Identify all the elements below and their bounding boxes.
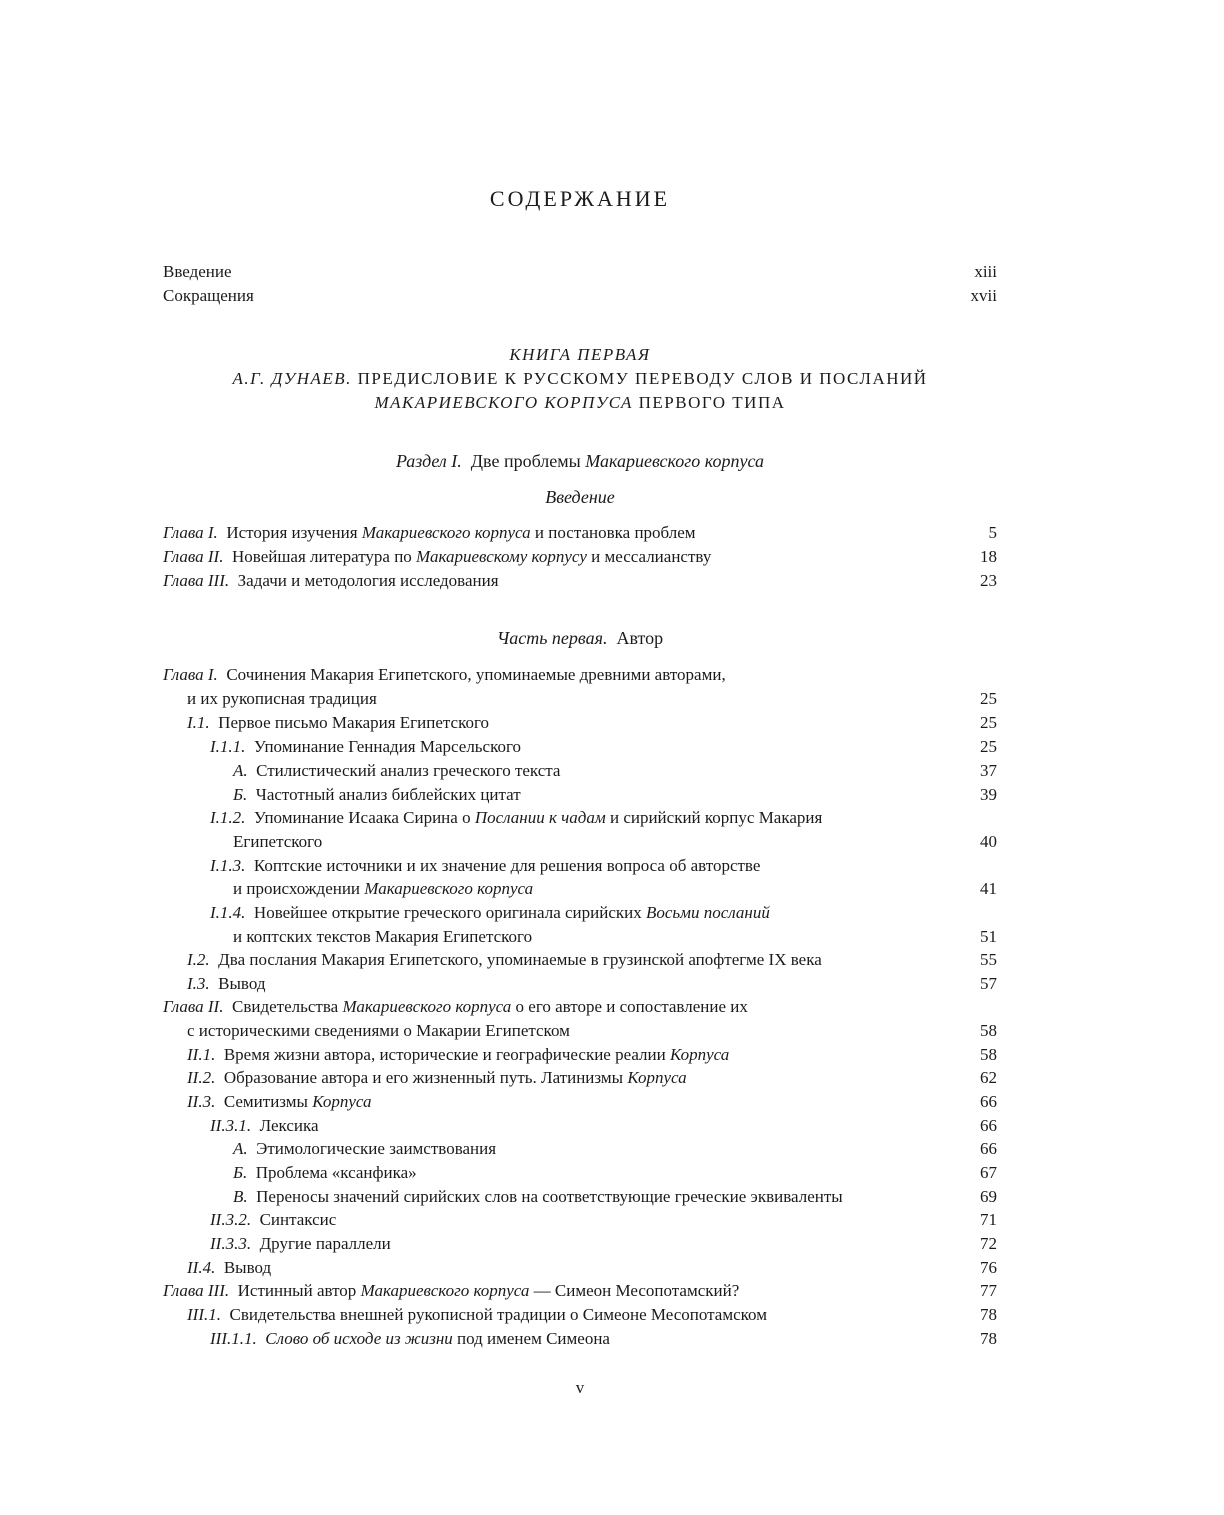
toc-page-number: 69 <box>980 1187 997 1206</box>
toc-entry-text: Задачи и методология исследования <box>229 571 499 590</box>
toc-entry-text: Время жизни автора, исторические и географические реалии <box>215 1045 670 1064</box>
book-heading <box>0 343 1160 367</box>
toc-entry[interactable] <box>163 1114 997 1138</box>
toc-entry-text: Новейшая литература по <box>223 547 417 566</box>
toc-entry-text: Сочинения Макария Египетского, упоминаемые древними авторами, <box>217 665 726 684</box>
section-title: Две проблемы <box>461 451 586 471</box>
toc-entry-label <box>187 1066 687 1090</box>
toc-entry-italic: Послании к чадам <box>474 808 606 827</box>
toc-entry-label <box>210 1114 319 1138</box>
toc-entry-italic: Корпуса <box>627 1068 687 1087</box>
toc-entry-text: Вывод <box>215 1258 272 1277</box>
toc-entry-italic: Глава II. <box>163 547 224 566</box>
toc-entry-text: Образование автора и его жизненный путь. Латинизмы <box>215 1068 628 1087</box>
toc-entry-italic: I.1.4. <box>210 903 246 922</box>
toc-entry-label <box>210 735 521 759</box>
toc-entry[interactable] <box>163 1043 997 1067</box>
toc-entry[interactable] <box>163 830 997 854</box>
toc-entry-label <box>163 995 748 1019</box>
toc-entry-italic: В. <box>233 1187 248 1206</box>
toc-entry-label <box>233 925 532 949</box>
toc-entry-label <box>210 1232 391 1256</box>
toc-entry-text: Другие параллели <box>251 1234 391 1253</box>
toc-entry-text: — Симеон Месопотамский? <box>529 1281 740 1300</box>
toc-entry-label: Введение <box>163 262 232 281</box>
book-title-line-2 <box>0 391 1160 415</box>
toc-entry-label <box>233 1185 843 1209</box>
section-title-italic: Макариевского корпуса <box>585 451 765 471</box>
toc-entry-italic: II.3. <box>187 1092 216 1111</box>
toc-page-number: xiii <box>974 262 997 281</box>
toc-entry-italic: Корпуса <box>669 1045 730 1064</box>
toc-entry-italic: II.2. <box>187 1068 216 1087</box>
toc-entry-italic: Глава I. <box>163 665 218 684</box>
toc-entry[interactable] <box>163 1161 997 1185</box>
toc-entry-label <box>163 569 499 593</box>
toc-entry[interactable] <box>163 948 997 972</box>
toc-entry-italic: Глава II. <box>163 997 224 1016</box>
toc-page-number: 78 <box>980 1305 997 1324</box>
toc-entry[interactable] <box>163 1256 997 1280</box>
toc-entry-italic: II.3.1. <box>210 1116 252 1135</box>
toc-entry-italic: Слово об исходе из жизни <box>265 1329 453 1348</box>
toc-entry-label: Сокращения <box>163 286 254 305</box>
book-title-line-1 <box>0 367 1160 391</box>
section-label: Раздел I. <box>395 451 462 471</box>
toc-entry-italic: I.1.1. <box>210 737 246 756</box>
toc-entry-italic: Макариевского корпуса <box>342 997 512 1016</box>
toc-entry[interactable] <box>163 854 997 878</box>
toc-entry-text: с историческими сведениями о Макарии Египетском <box>187 1021 570 1040</box>
toc-page-number: 40 <box>980 832 997 851</box>
toc-entry[interactable] <box>163 521 997 545</box>
toc-entry-text: о его авторе и сопоставление их <box>511 997 748 1016</box>
toc-entry-italic: I.1. <box>187 713 210 732</box>
toc-entry-label <box>233 1161 417 1185</box>
book-author: А.Г. ДУНАЕВ. <box>232 369 352 388</box>
toc-entry-italic: III.1.1. <box>210 1329 257 1348</box>
toc-entry-italic: I.1.2. <box>210 808 246 827</box>
toc-entry[interactable] <box>163 877 997 901</box>
part-heading <box>0 626 1160 650</box>
toc-entry-italic: Б. <box>233 785 248 804</box>
toc-entry[interactable] <box>163 995 997 1019</box>
toc-entry-label <box>187 687 377 711</box>
toc-entry[interactable] <box>163 1019 997 1043</box>
toc-entry-text: Синтаксис <box>251 1210 337 1229</box>
toc-entry[interactable] <box>163 1066 997 1090</box>
toc-entry-label <box>187 1043 729 1067</box>
toc-entry-label <box>163 521 696 545</box>
toc-entry[interactable] <box>163 735 997 759</box>
toc-page-number: 23 <box>980 571 997 590</box>
toc-entry-text: Истинный автор <box>229 1281 361 1300</box>
toc-entry-italic: Макариевского корпуса <box>360 1281 530 1300</box>
toc-page-number: 5 <box>988 523 997 542</box>
toc-entry-label <box>187 711 489 735</box>
toc-page-number: 67 <box>980 1163 997 1182</box>
toc-page-number: 66 <box>980 1139 997 1158</box>
toc-entry[interactable] <box>163 1303 997 1327</box>
toc-entry-text <box>257 1329 266 1348</box>
toc-entry-label <box>233 830 322 854</box>
toc-entry-italic: Восьми посланий <box>646 903 770 922</box>
toc-entry-italic: Корпуса <box>312 1092 372 1111</box>
toc-page-number: 76 <box>980 1258 997 1277</box>
toc-entry-label <box>233 1137 496 1161</box>
toc-page-number: 37 <box>980 761 997 780</box>
toc-entry-text: и их рукописная традиция <box>187 689 377 708</box>
toc-entry[interactable] <box>163 663 997 687</box>
toc-entry[interactable] <box>163 1090 997 1114</box>
toc-entry-italic: Глава I. <box>163 523 218 542</box>
toc-entry[interactable] <box>163 1137 997 1161</box>
toc-entry-italic: Макариевскому корпусу <box>416 547 587 566</box>
toc-page-number: 55 <box>980 950 997 969</box>
toc-entry-text: Вывод <box>209 974 266 993</box>
toc-page-number: 39 <box>980 785 997 804</box>
toc-entry-text: и происхождении <box>233 879 365 898</box>
toc-entry-label <box>187 1303 767 1327</box>
toc-entry-introduction[interactable] <box>163 260 997 284</box>
toc-entry[interactable] <box>163 1327 997 1351</box>
page-folio: v <box>575 1378 585 1397</box>
toc-page-number: 77 <box>980 1281 997 1300</box>
section-intro-heading: Введение <box>545 487 615 507</box>
toc-entry-italic: II.3.3. <box>210 1234 252 1253</box>
toc-entry-text: Свидетельства внешней рукописной традиции о Симеоне Месопотамском <box>220 1305 767 1324</box>
toc-entry-text: под именем Симеона <box>452 1329 610 1348</box>
toc-entry-italic: II.1. <box>187 1045 216 1064</box>
page-title: СОДЕРЖАНИЕ <box>489 186 671 211</box>
toc-page-number: 57 <box>980 974 997 993</box>
toc-page-number: 25 <box>980 737 997 756</box>
part-label: Часть первая. <box>496 628 608 648</box>
toc-entry-italic: II.4. <box>187 1258 216 1277</box>
part-title: Автор <box>607 628 664 648</box>
toc-entry-label <box>233 877 533 901</box>
toc-entry-text: Новейшее открытие греческого оригинала сирийских <box>245 903 646 922</box>
toc-entry-label <box>163 1279 739 1303</box>
toc-entry-italic: А. <box>233 761 248 780</box>
toc-entry[interactable] <box>163 1208 997 1232</box>
toc-entry[interactable] <box>163 972 997 996</box>
toc-entry-text: и коптских текстов Макария Египетского <box>233 927 533 946</box>
toc-page-number: 18 <box>980 547 997 566</box>
toc-page-number: 58 <box>980 1021 997 1040</box>
toc-page-number: 78 <box>980 1329 997 1348</box>
toc-page-number: 58 <box>980 1045 997 1064</box>
toc-entry-italic: А. <box>233 1139 248 1158</box>
toc-entry-italic: Макариевского корпуса <box>361 523 531 542</box>
toc-entry-text: Упоминание Геннадия Марсельского <box>245 737 522 756</box>
toc-entry-italic: I.1.3. <box>210 856 246 875</box>
toc-entry-text: Частотный анализ библейских цитат <box>247 785 521 804</box>
toc-entry-text: Упоминание Исаака Сирина о <box>245 808 475 827</box>
toc-entry-text: и мессалианству <box>586 547 712 566</box>
toc-entry-label <box>187 1019 570 1043</box>
toc-entry[interactable] <box>163 806 997 830</box>
toc-entry-italic: III.1. <box>187 1305 221 1324</box>
toc-entry-label <box>187 948 822 972</box>
toc-entry[interactable] <box>163 1232 997 1256</box>
toc-page-number: 71 <box>980 1210 997 1229</box>
toc-entry-text: Свидетельства <box>223 997 343 1016</box>
toc-entry-label <box>210 806 822 830</box>
toc-entry-italic: II.3.2. <box>210 1210 252 1229</box>
toc-entry-text: Египетского <box>233 832 323 851</box>
toc-page-number: 66 <box>980 1092 997 1111</box>
toc-entry-italic: I.2. <box>187 950 210 969</box>
toc-page-number: 62 <box>980 1068 997 1087</box>
book-title-italic: МАКАРИЕВСКОГО КОРПУСА <box>374 393 633 412</box>
book-title-text: ПЕРВОГО ТИПА <box>632 393 786 412</box>
toc-entry[interactable] <box>163 901 997 925</box>
toc-entry-abbreviations[interactable] <box>163 284 997 308</box>
toc-entry-label <box>163 663 726 687</box>
toc-entry-italic: Глава III. <box>163 571 230 590</box>
toc-entry[interactable] <box>163 545 997 569</box>
toc-entry-text: Коптские источники и их значение для решения вопроса об авторстве <box>245 856 761 875</box>
toc-entry-label <box>187 972 266 996</box>
toc-entry-label <box>210 901 770 925</box>
toc-entry-label <box>187 1256 271 1280</box>
toc-entry[interactable] <box>163 925 997 949</box>
toc-entry-text: Стилистический анализ греческого текста <box>247 761 561 780</box>
toc-entry-text: и постановка проблем <box>530 523 696 542</box>
toc-page-number: 72 <box>980 1234 997 1253</box>
toc-entry-italic: Б. <box>233 1163 248 1182</box>
section-heading <box>0 449 1160 473</box>
toc-entry-label <box>233 759 560 783</box>
toc-entry-text: Этимологические заимствования <box>247 1139 497 1158</box>
toc-entry-label <box>187 1090 372 1114</box>
toc-entry[interactable] <box>163 687 997 711</box>
toc-entry-label <box>210 1327 610 1351</box>
toc-page-number: 51 <box>980 927 997 946</box>
toc-page-number: 66 <box>980 1116 997 1135</box>
toc-page-number: 25 <box>980 713 997 732</box>
toc-page-number: xvii <box>970 286 997 305</box>
book-label: КНИГА ПЕРВАЯ <box>509 345 651 364</box>
toc-entry-label <box>233 783 521 807</box>
toc-entry-text: Переносы значений сирийских слов на соответствующие греческие эквиваленты <box>247 1187 843 1206</box>
book-title-text: ПРЕДИСЛОВИЕ К РУССКОМУ ПЕРЕВОДУ СЛОВ И ПОСЛАНИЙ <box>351 369 928 388</box>
toc-page-number: 25 <box>980 689 997 708</box>
toc-entry[interactable] <box>163 759 997 783</box>
toc-entry-italic: Глава III. <box>163 1281 230 1300</box>
toc-entry-text: Семитизмы <box>215 1092 313 1111</box>
toc-entry[interactable] <box>163 569 997 593</box>
toc-entry-label <box>210 854 760 878</box>
toc-entry-text: Два послания Макария Египетского, упоминаемые в грузинской апофтегме IX века <box>209 950 822 969</box>
toc-entry-text: История изучения <box>217 523 362 542</box>
toc-entry-label <box>210 1208 336 1232</box>
toc-entry-italic: I.3. <box>187 974 210 993</box>
toc-entry[interactable] <box>163 1279 997 1303</box>
toc-entry[interactable] <box>163 783 997 807</box>
toc-entry-text: Проблема «ксанфика» <box>247 1163 417 1182</box>
toc-entry[interactable] <box>163 711 997 735</box>
toc-entry[interactable] <box>163 1185 997 1209</box>
toc-entry-italic: Макариевского корпуса <box>364 879 534 898</box>
toc-entry-label <box>163 545 711 569</box>
toc-entry-text: и сирийский корпус Макария <box>605 808 823 827</box>
toc-entry-text: Лексика <box>251 1116 319 1135</box>
toc-entry-text: Первое письмо Макария Египетского <box>209 713 490 732</box>
toc-page-number: 41 <box>980 879 997 898</box>
